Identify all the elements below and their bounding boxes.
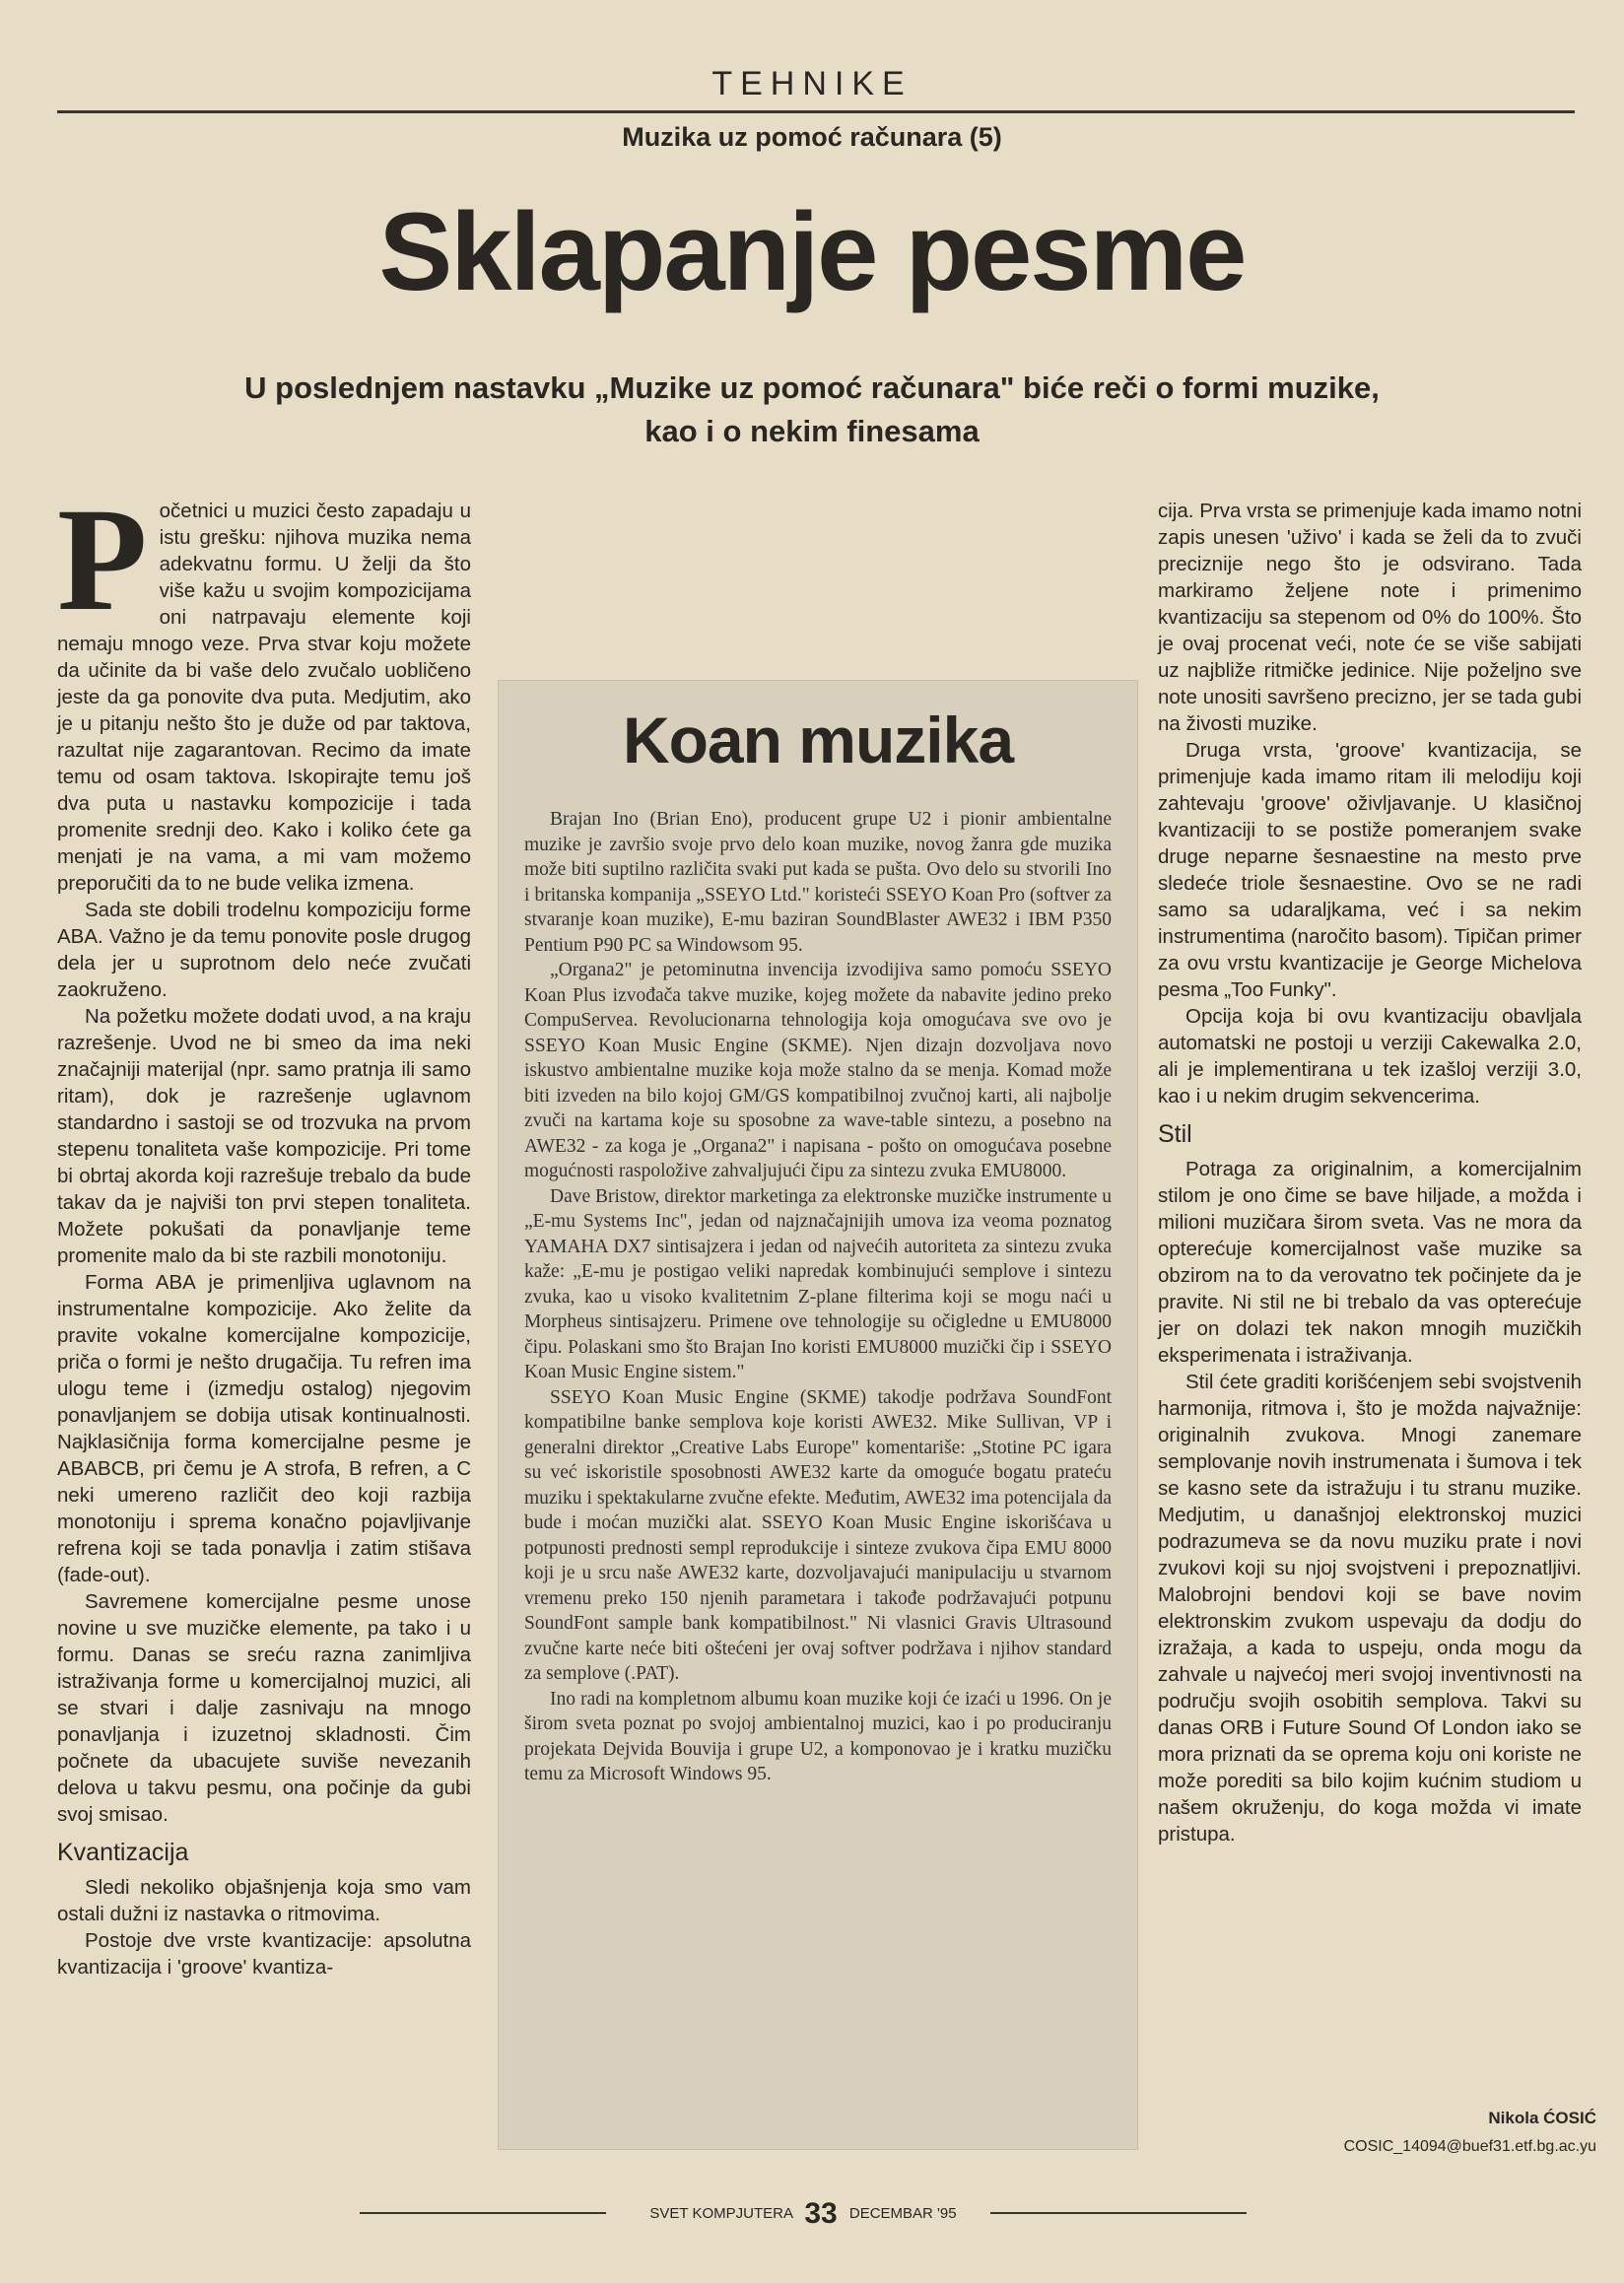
paragraph: Savremene komercijalne pesme unose novine u sve muzičke elemente, pa tako i u formu. Danas se sreću razna zanimljiva istraživanja forme u komercijalnoj muzici, ali se stvari i dalje zasnivaju na mnogo ponavljanja i izuzetnoj skladnosti. Čim počnete da ubacujete suviše nevezanih delova u takvu pesmu, ona počinje da gubi svoj smisao. bbox=[57, 1590, 471, 1826]
box-paragraph: SSEYO Koan Music Engine (SKME) takodje podržava SoundFont kompatibilne banke semplova koje koristi AWE32. Mike Sullivan, VP i generalni direktor „Creative Labs Europe" komentariše: „Stotine PC igara su već iskoristile sposobnosti AWE32 karte da omoguće bogatu prateću muziku i spektakularne zvučne efekte. Međutim, AWE32 ima potencijala da bude i moćan muzički alat. SSEYO Koan Music Engine iskorišćava u potpunosti prednosti sempl reprodukcije i sinteze zvukova čipa EMU 8000 koji je u srcu naše AWE32 karte, dozvoljavajući manipulaciju u stvarnom vremenu preko 150 njenih parametara i takođe podržavajući potpunu SoundFont sample bank kompatibilnost." Ni vlasnici Gravis Ultrasound zvučne karte neće biti oštećeni jer ovaj softver podržava i njihov standard za semplove (.PAT). bbox=[524, 1386, 1112, 1684]
heading-stil: Stil bbox=[1158, 1120, 1192, 1148]
drop-cap: P bbox=[57, 478, 148, 641]
lead bbox=[0, 367, 1624, 453]
series-title: Muzika uz pomoć računara (5) bbox=[622, 122, 1002, 152]
left-column bbox=[57, 478, 471, 1981]
top-rule bbox=[57, 110, 1575, 113]
footer-issue: DECEMBAR '95 bbox=[848, 2204, 957, 2222]
footer-rule-right bbox=[990, 2212, 1247, 2214]
headline: Sklapanje pesme bbox=[378, 190, 1246, 313]
author-byline: Nikola ĆOSIĆ bbox=[1488, 2109, 1596, 2127]
paragraph: očetnici u muzici često zapadaju u istu grešku: njihova muzika nema adekvatnu formu. U želji da što više kažu u svojim kompozicijama oni natrpavaju elemente koji nemaju mnogo veze. Prva stvar koju možete da učinite da bi vaše delo zvučalo uobličeno jeste da ga ponovite dva puta. Medjutim, ako je u pitanju nešto što je duže od par taktova, razultat nije zagarantovan. Recimo da imate temu od osam taktova. Iskopirajte temu još dva puta u nastavku kompozicije i tada promenite srednji deo. Kako i koliko ćete ga menjati je na vama, a mi vam možemo preporučiti da to ne bude velika izmena. bbox=[57, 500, 471, 895]
footer bbox=[621, 2197, 985, 2231]
paragraph: Postoje dve vrste kvantizacije: apsolutna kvantizacija i 'groove' kvantiza- bbox=[57, 1929, 471, 1979]
box-paragraph: Ino radi na kompletnom albumu koan muzike koji će izaći u 1996. On je širom sveta poznat po svojoj ambientalnoj muzici, kao i po produciranju projekata Dejvida Bouvija i grupe U2, a komponovao je i kratku muzičku temu za Microsoft Windows 95. bbox=[524, 1688, 1112, 1784]
page-number: 33 bbox=[804, 2197, 838, 2230]
sidebar-box bbox=[498, 680, 1138, 2150]
footer-magazine: SVET KOMPJUTERA bbox=[649, 2204, 793, 2222]
lead-line-2: kao i o nekim finesama bbox=[644, 414, 980, 448]
paragraph: Forma ABA je primenljiva uglavnom na instrumentalne kompozicije. Ako želite da pravite vokalne komercijalne kompozicije, priča o formi je nešto drugačija. Tu refren ima ulogu teme i (izmedju ostalog) njegovim ponavljanjem se dobija utisak kontinualnosti. Najklasičnija forma komercijalne pesme je ABABCB, pri čemu je A strofa, B refren, a C neki umereno različit deo koji razbija monotoniju i sprema konačno pojavljivanje refrena koji se tada ponavlja i zatim stišava (fade-out). bbox=[57, 1271, 471, 1586]
author-email: COSIC_14094@buef31.etf.bg.ac.yu bbox=[1343, 2138, 1596, 2155]
box-paragraph: Dave Bristow, direktor marketinga za elektronske muzičke instrumente u „E-mu Systems Inc", jedan od najznačajnijih umova iza veoma poznatog YAMAHA DX7 sintisajzera i jedan od najvećih autoriteta za sintezu zvuka kaže: „E-mu je postigao veliki napredak kombinujući semplove i sintezu zvuka, kao u visoko kvalitetnim Z-plane filterima koji se mogu naći u Morpheus sintisajzeru. Primene ove tehnologije su očigledne u EMU8000 čipu. Polaskani smo što Brajan Ino koristi EMU8000 muzički čip i SSEYO Koan Music Engine sistem." bbox=[524, 1185, 1113, 1382]
footer-rule-left bbox=[360, 2212, 606, 2214]
heading-kvantizacija: Kvantizacija bbox=[57, 1839, 189, 1866]
paragraph: Druga vrsta, 'groove' kvantizacija, se primenjuje kada imamo ritam ili melodiju koji zahtevaju 'groove' oživljavanje. U klasičnoj kvantizaciji to se postiže pomeranjem svake druge neparne šesnaestine na mesto prve sledeće triole šesnaestine. Ovo se ne radi samo sa udaraljkama, već i sa nekim instrumentima (naročito basom). Tipičan primer za ovu vrstu kvantizacije je George Michelova pesma „Too Funky". bbox=[1158, 739, 1582, 1001]
paragraph: Sledi nekoliko objašnjenja koja smo vam ostali dužni iz nastavka o ritmovima. bbox=[57, 1876, 471, 1925]
lead-line-1: U poslednjem nastavku „Muzike uz pomoć računara" biće reči o formi muzike, bbox=[244, 370, 1380, 405]
paragraph: Opcija koja bi ovu kvantizaciju obavljala automatski ne postoji u verziji Cakewalka 2.0, ali je implementirana u tek izašloj verziji 3.0, kao i u nekim drugim sekvencerima. bbox=[1158, 1005, 1582, 1108]
box-text bbox=[499, 807, 1137, 1787]
paragraph: cija. Prva vrsta se primenjuje kada imamo notni zapis unesen 'uživo' i kada se želi da to zvuči preciznije nego što je odsvirano. Tada markiramo željene note i primenimo kvantizaciju sa stepenom od 0% do 100%. Što je ovaj procenat veći, note će se više sabijati uz najbliže ritmičke jedinice. Nije poželjno sve note unositi savršeno precizno, jer se tada gubi na živosti muzike. bbox=[1158, 500, 1582, 735]
paragraph: Sada ste dobili trodelnu kompoziciju forme ABA. Važno je da temu ponovite posle drugog dela jer u suprotnom delo neće zvučati zaokruženo. bbox=[57, 899, 471, 1001]
right-column bbox=[1158, 498, 1582, 1847]
paragraph: Potraga za originalnim, a komercijalnim stilom je ono čime se bave hiljade, a možda i milioni muzičara širom sveta. Vas ne mora da opterećuje komercijalnost vaše muzike sa obzirom na to da verovatno tek počinjete da je pravite. Ni stil ne bi trebalo da vas opterećuje jer on dolazi tek nakon mnogih muzičkih eksperimenata i istraživanja. bbox=[1158, 1158, 1582, 1367]
paragraph: Na požetku možete dodati uvod, a na kraju razrešenje. Uvod ne bi smeo da ima neki značajniji materijal (npr. samo pratnja ili samo ritam), dok je razrešenje uglavnom standardno i sastoji se od trozvuka na prvom stepenu tonaliteta vaše kompozicije. Pri tome bi obrtaj akorda koji razrešuje trebalo da bude takav da je najviši ton prvi stepen tonaliteta. Možete pokušati da ponavljanje teme promenite malo da bi ste razbili monotoniju. bbox=[57, 1005, 471, 1267]
box-paragraph: „Organa2" je petominutna invencija izvodijiva samo pomoću SSEYO Koan Plus izvođača takve muzike, kojeg možete da nabavite jedino preko CompuServea. Revolucionarna tehnologija koja omogućava sve ovo je SSEYO Koan Music Engine (SKME). Njen dizajn dozvoljava novo iskustvo ambientalne muzike koja može stalno da se menja. Komad može biti izveden na bilo kojoj GM/GS kompatibilnoj zvučnoj karti, ali najbolje zvuči na kartama koje su sposobne za wave-table sintezu, a posebno na AWE32 - za koga je „Organa2" i napisana - pošto on omogućava posebne mogućnosti raspoložive zahvaljujući čipu za sintezu zvuka EMU8000. bbox=[524, 960, 1112, 1181]
box-title: Koan muzika bbox=[622, 704, 1014, 776]
box-paragraph: Brajan Ino (Brian Eno), producent grupe U2 i pionir ambientalne muzike je završio svoje prvo delo koan muzike, novog žanra gde muzika može biti suptilno različita svaki put kada se pušta. Ovo delo su stvorili Ino i britanska kompanija „SSEYO Ltd." koristeći SSEYO Koan Pro (softver za stvaranje koan muzike), E-mu baziran SoundBlaster AWE32 i IBM P350 Pentium P90 PC sa Windowsom 95. bbox=[524, 809, 1112, 956]
section-label: TEHNIKE bbox=[711, 65, 913, 102]
paragraph: Stil ćete graditi korišćenjem sebi svojstvenih harmonija, ritmova i, što je možda najvažnije: originalnih zvukova. Mnogi zanemare semplovanje novih instrumenata i šumova i tek se kasno sete da istražuju i tu stranu muzike. Medjutim, u današnjoj elektronskoj muzici podrazumeva se da novu muziku prate i novi zvukovi koji su njoj svojstveni i prepoznatljivi. Malobrojni bendovi koji se bave novim elektronskim zvukom uspevaju da dodju do izražaja, a kada to uspeju, onda mogu da zahvale u najvećoj meri svojoj inventivnosti na području svojih osobitih semplova. Takvi su danas ORB i Future Sound Of London iako se mora priznati da se oprema koju oni koriste ne može porediti sa bilo kojim kućnim studiom u našem okruženju, do koga možda vi imate pristupa. bbox=[1158, 1371, 1582, 1846]
